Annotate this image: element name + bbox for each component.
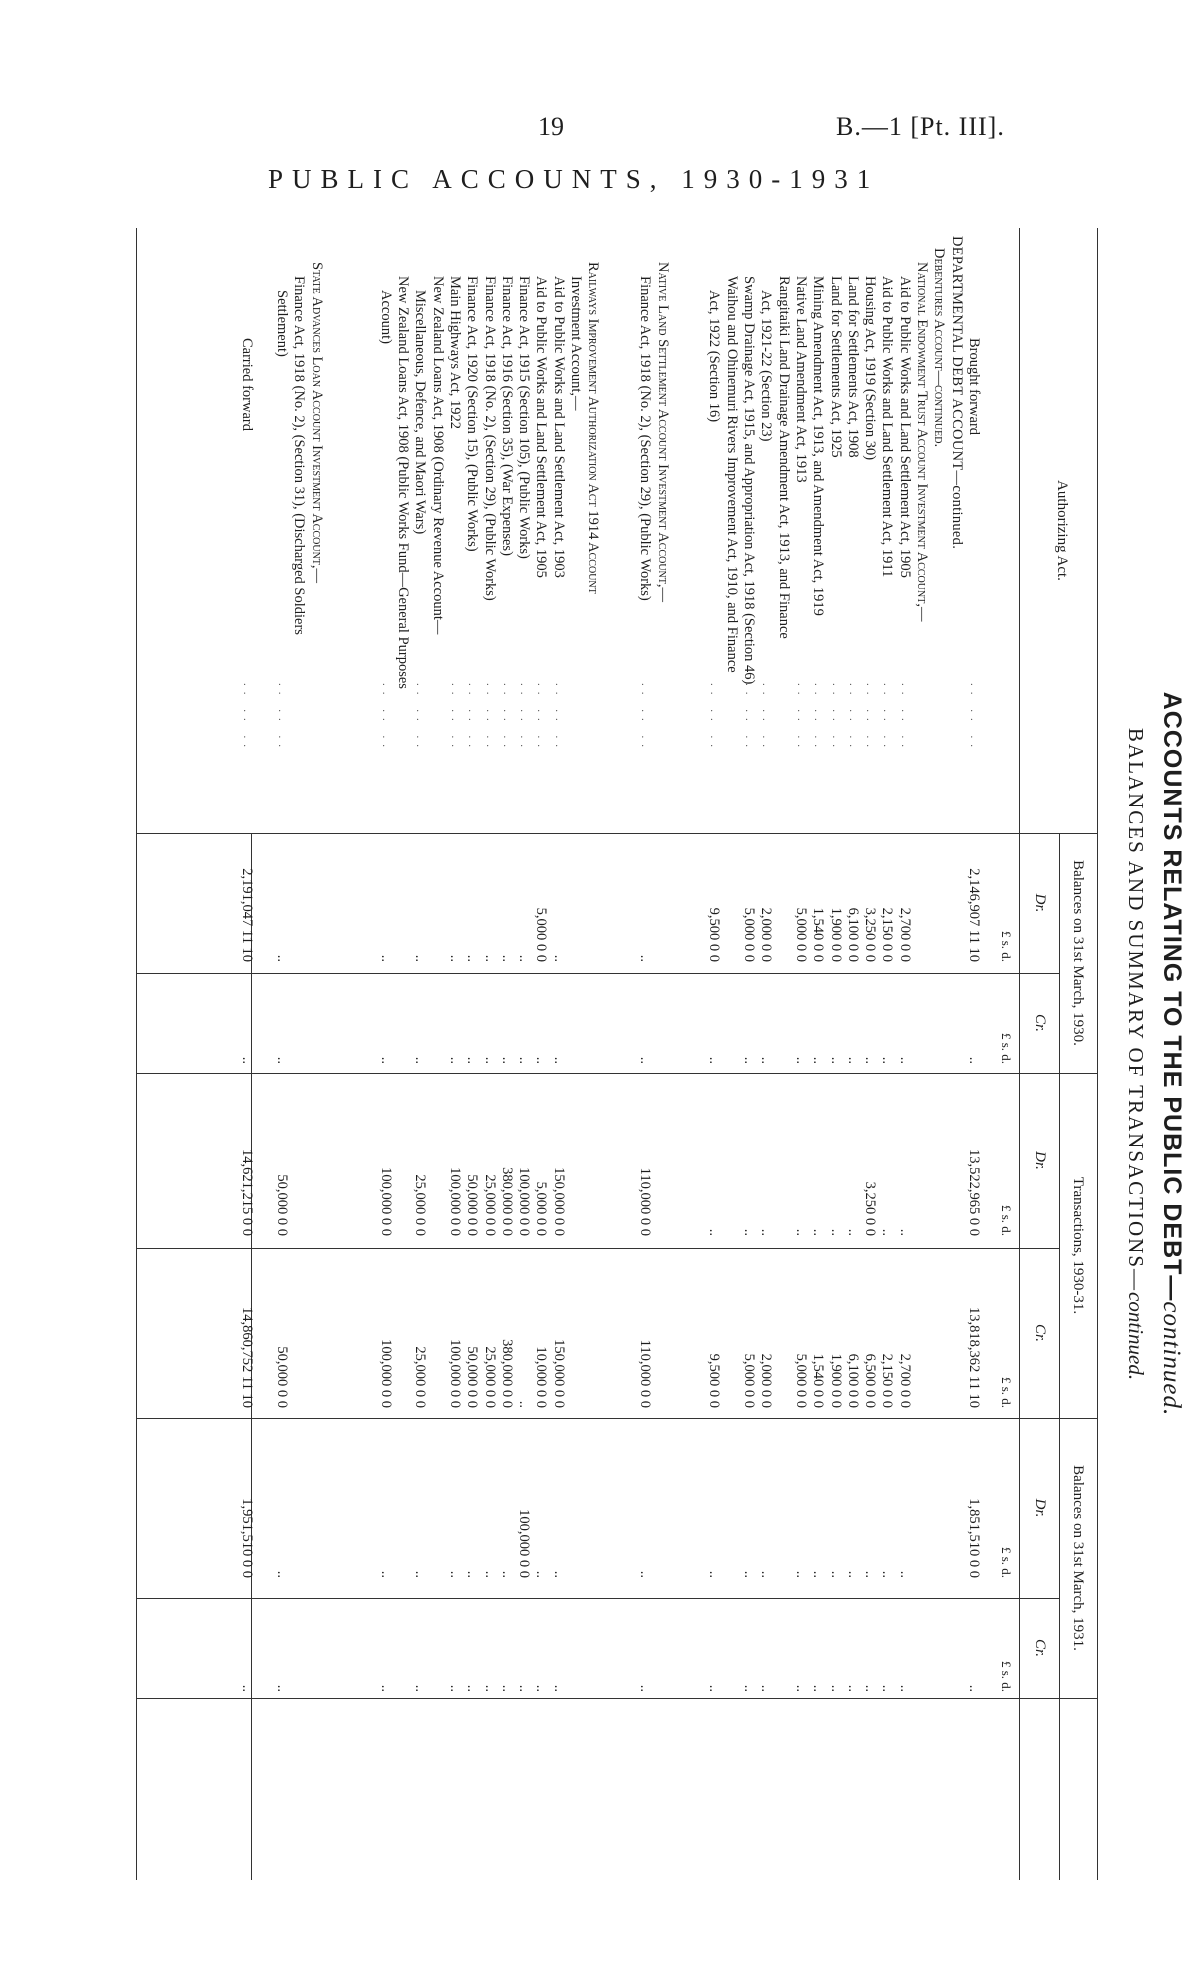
cell-cr3: .. <box>741 1684 758 1692</box>
cell-dr3: .. <box>533 1570 550 1578</box>
cell-dr1: .. <box>274 954 290 962</box>
cell-cr2: 6,100 0 0 <box>844 1353 861 1408</box>
table-row <box>498 228 515 1880</box>
table-row <box>394 228 411 1880</box>
col-authorizing-act: Authorizing Act. <box>1054 480 1070 581</box>
row-label: DEPARTMENTAL DEBT ACCOUNT—continued. <box>948 236 965 550</box>
row-label: Aid to Public Works and Land Settlement Act, 1905 <box>896 276 913 578</box>
table-row <box>290 228 307 1880</box>
leader-dots: .. .. .. <box>449 683 461 753</box>
cell-dr1: 2,000 0 0 <box>758 907 775 962</box>
cell-dr2: 3,250 0 0 <box>862 1181 879 1236</box>
cell-dr3: .. <box>481 1570 498 1578</box>
cell-dr2: .. <box>827 1228 844 1236</box>
row-label: Native Land Settlement Account Investment Account,— <box>654 262 671 603</box>
cell-cr3: .. <box>896 1684 913 1692</box>
cell-dr3: .. <box>862 1570 879 1578</box>
cell-cr1: .. <box>412 1056 429 1064</box>
leader-dots: .. .. .. <box>829 683 842 753</box>
table-row <box>965 228 982 1880</box>
cell-dr3: .. <box>758 1570 775 1578</box>
table-row <box>792 228 809 1880</box>
row-label: New Zealand Loans Act, 1908 (Ordinary Revenue Account— <box>429 276 446 635</box>
leader-dots: .. .. .. <box>881 683 894 753</box>
table-row <box>879 228 896 1880</box>
cell-dr3: .. <box>637 1570 654 1578</box>
cell-cr3: .. <box>481 1684 498 1692</box>
cell-cr1: .. <box>464 1056 481 1064</box>
leader-dots: .. .. .. <box>968 683 980 753</box>
cell-cr1: .. <box>274 1056 290 1064</box>
cell-dr3: .. <box>274 1570 290 1578</box>
cell-dr2: .. <box>741 1228 758 1236</box>
leader-dots: .. .. .. <box>760 683 773 753</box>
rule-header-bottom <box>1019 228 1020 1880</box>
units-dr-1930: £ s. d. <box>999 930 1014 962</box>
cell-dr3: .. <box>377 1570 394 1578</box>
cell-cr2: 13,818,362 11 10 <box>966 1307 982 1408</box>
cell-dr2: .. <box>706 1228 723 1236</box>
cell-dr3: 1,851,510 0 0 <box>966 1498 982 1578</box>
row-label: New Zealand Loans Act, 1908 (Public Works Fund—General Purposes <box>395 276 412 689</box>
leader-dots: .. .. .. <box>898 683 911 753</box>
cell-dr3: .. <box>706 1570 723 1578</box>
cell-cr3: .. <box>862 1684 879 1692</box>
leader-dots: .. .. .. <box>535 683 548 753</box>
cell-dr3: .. <box>447 1570 463 1578</box>
table-row <box>342 228 359 1880</box>
leader-dots: .. .. .. <box>466 683 479 753</box>
cell-cr1: .. <box>533 1056 550 1064</box>
cell-cr2: 110,000 0 0 <box>637 1339 654 1408</box>
cell-dr2: 150,000 0 0 <box>550 1167 567 1236</box>
col-dr-1930: Dr. <box>1032 893 1048 913</box>
cell-dr3: .. <box>793 1570 809 1578</box>
cell-cr2: 25,000 0 0 <box>412 1346 429 1408</box>
table-row <box>723 228 740 1880</box>
cell-dr3: .. <box>844 1570 861 1578</box>
cell-dr1: .. <box>516 954 533 962</box>
leader-dots: .. .. .. <box>846 683 859 753</box>
col-cr-trans: Cr. <box>1032 1324 1048 1342</box>
rule-top <box>1097 228 1098 1880</box>
rule-group <box>1059 833 1060 1880</box>
leader-dots: .. .. .. <box>795 683 807 753</box>
row-label: Settlement) <box>274 290 290 357</box>
table-row <box>636 228 653 1880</box>
table-row <box>584 228 601 1880</box>
cell-dr1: 9,500 0 0 <box>706 907 723 962</box>
cell-dr1: .. <box>637 954 654 962</box>
cell-cr2: .. <box>516 1400 533 1408</box>
table-row <box>757 228 774 1880</box>
row-label: Finance Act, 1918 (No. 2), (Section 29), (Public Works) <box>637 276 654 601</box>
cell-dr1: .. <box>412 954 429 962</box>
table-row <box>429 228 446 1880</box>
table-row <box>948 228 965 1880</box>
row-label: Act, 1921-22 (Section 23) <box>758 290 775 442</box>
cell-dr2: 25,000 0 0 <box>481 1174 498 1236</box>
cell-cr2: 2,150 0 0 <box>879 1353 896 1408</box>
sub-title-continued: continued. <box>1124 1292 1148 1381</box>
main-title-text: ACCOUNTS RELATING TO THE PUBLIC DEBT— <box>1158 691 1186 1302</box>
leader-dots: .. .. .. <box>483 683 496 753</box>
cell-dr1: 3,250 0 0 <box>862 907 879 962</box>
cell-cr3: .. <box>516 1684 533 1692</box>
cell-dr2: .. <box>810 1228 827 1236</box>
cell-dr3: 100,000 0 0 <box>516 1509 533 1578</box>
table-row <box>775 228 792 1880</box>
ledger-table <box>136 228 1098 1880</box>
col-dr-1931: Dr. <box>1032 1498 1048 1518</box>
cell-dr2: .. <box>758 1228 775 1236</box>
leader-dots: .. .. .. <box>241 683 254 753</box>
cell-cr2: 6,500 0 0 <box>862 1353 879 1408</box>
cell-dr2: 380,000 0 0 <box>498 1167 515 1236</box>
cell-cr1: .. <box>966 1056 982 1064</box>
table-row <box>533 228 550 1880</box>
row-label: Investment Account,— <box>568 276 585 411</box>
cell-cr3: .. <box>464 1684 481 1692</box>
cell-cr1: .. <box>706 1056 723 1064</box>
col-dr-trans: Dr. <box>1032 1151 1048 1170</box>
row-label: State Advances Loan Account Investment Account,— <box>308 262 325 584</box>
cell-cr2: 2,700 0 0 <box>896 1353 913 1408</box>
units-dr-1931: £ s. d. <box>999 1546 1014 1578</box>
cell-cr3: .. <box>637 1684 654 1692</box>
cell-dr3: .. <box>879 1570 896 1578</box>
cell-cr3: .. <box>844 1684 861 1692</box>
cell-dr2: 100,000 0 0 <box>377 1167 394 1236</box>
table-row <box>930 228 947 1880</box>
row-label: Account) <box>377 290 394 344</box>
table-row <box>740 228 757 1880</box>
row-label: Finance Act, 1918 (No. 2), (Section 29), (Public Works) <box>481 276 498 601</box>
cell-dr1: .. <box>498 954 515 962</box>
cell-cr3: .. <box>758 1684 775 1692</box>
cell-cr2: 100,000 0 0 <box>377 1339 394 1408</box>
cell-dr1: .. <box>447 954 463 962</box>
table-row <box>809 228 826 1880</box>
document-reference: B.—1 [Pt. III]. <box>836 112 1005 141</box>
row-label: Finance Act, 1918 (No. 2), (Section 31), (Discharged Soldiers <box>291 276 308 635</box>
cell-dr1: .. <box>464 954 481 962</box>
cell-cr3: .. <box>827 1684 844 1692</box>
row-label: Finance Act, 1920 (Section 15), (Public Works) <box>464 276 481 552</box>
table-row <box>619 228 636 1880</box>
table-row <box>654 228 671 1880</box>
cell-dr2: 13,522,965 0 0 <box>966 1149 982 1236</box>
row-label: Waihou and Ohinemuri Rivers Improvement Act, 1910, and Finance <box>723 276 740 673</box>
cell-cr1: .. <box>516 1056 533 1064</box>
table-row <box>360 228 377 1880</box>
cell-cr3: .. <box>706 1684 723 1692</box>
row-label: Mining Amendment Act, 1913, and Amendment Act, 1919 <box>810 276 827 616</box>
row-label: Main Highways Act, 1922 <box>447 276 463 430</box>
cell-dr2: 14,621,215 0 0 <box>239 1149 256 1236</box>
cell-cr1: .. <box>741 1056 758 1064</box>
cell-cr2: 1,900 0 0 <box>827 1353 844 1408</box>
table-row <box>706 228 723 1880</box>
cell-cr1: .. <box>481 1056 498 1064</box>
cell-dr3: .. <box>741 1570 758 1578</box>
cell-dr2: 5,000 0 0 <box>533 1181 550 1236</box>
row-label: Finance Act, 1915 (Section 105), (Public Works) <box>516 276 533 559</box>
cell-dr2: .. <box>879 1228 896 1236</box>
cell-cr3: .. <box>412 1684 429 1692</box>
table-row <box>256 228 273 1880</box>
table-row <box>308 228 325 1880</box>
cell-dr1: 1,540 0 0 <box>810 907 827 962</box>
leader-dots: .. .. .. <box>639 683 652 753</box>
col-cr-1930: Cr. <box>1032 1014 1048 1032</box>
leader-dots: .. .. .. <box>414 683 427 753</box>
row-label: Land for Settlements Act, 1925 <box>827 276 844 458</box>
cell-cr1: .. <box>879 1056 896 1064</box>
rule-bottom <box>136 228 137 1880</box>
cell-cr2: 14,860,752 11 10 <box>239 1307 256 1408</box>
cell-dr3: .. <box>810 1570 827 1578</box>
cell-cr2: 50,000 0 0 <box>274 1346 290 1408</box>
cell-cr2: 5,000 0 0 <box>741 1353 758 1408</box>
units-cr-1931: £ s. d. <box>999 1660 1014 1692</box>
cell-cr1: .. <box>239 1056 256 1064</box>
cell-cr2: 380,000 0 0 <box>498 1339 515 1408</box>
units-dr-trans: £ s. d. <box>999 1204 1014 1236</box>
table-row <box>550 228 567 1880</box>
leader-dots: .. .. .. <box>708 683 721 753</box>
cell-cr2: 9,500 0 0 <box>706 1353 723 1408</box>
cell-dr1: 2,150 0 0 <box>879 907 896 962</box>
cell-cr2: 10,000 0 0 <box>533 1346 550 1408</box>
cell-cr3: .. <box>533 1684 550 1692</box>
cell-cr1: .. <box>844 1056 861 1064</box>
cell-cr2: 100,000 0 0 <box>447 1339 463 1408</box>
cell-dr3: .. <box>498 1570 515 1578</box>
cell-dr3: .. <box>896 1570 913 1578</box>
cell-dr2: 25,000 0 0 <box>412 1174 429 1236</box>
col-balances-1931: Balances on 31st March, 1931. <box>1070 1465 1086 1651</box>
cell-cr1: .. <box>637 1056 654 1064</box>
public-accounts-heading: PUBLIC ACCOUNTS, 1930-1931 <box>268 164 880 194</box>
units-cr-1930: £ s. d. <box>999 1032 1014 1064</box>
row-label: Debentures Account—continued. <box>931 248 948 448</box>
cell-cr1: .. <box>896 1056 913 1064</box>
cell-cr2: 1,540 0 0 <box>810 1353 827 1408</box>
leader-dots: .. .. .. <box>276 683 288 753</box>
col-transactions: Transactions, 1930-31. <box>1070 1176 1086 1315</box>
cell-cr1: .. <box>862 1056 879 1064</box>
cell-dr2: .. <box>793 1228 809 1236</box>
units-cr-trans: £ s. d. <box>999 1376 1014 1408</box>
cell-dr1: 5,000 0 0 <box>793 907 809 962</box>
table-row <box>688 228 705 1880</box>
table-row <box>481 228 498 1880</box>
cell-dr3: .. <box>827 1570 844 1578</box>
cell-cr2: 50,000 0 0 <box>464 1346 481 1408</box>
row-label: Brought forward <box>966 338 982 436</box>
main-title <box>1157 228 1186 1880</box>
row-label: Rangitaiki Land Drainage Amendment Act, 1913, and Finance <box>775 276 792 639</box>
cell-dr3: .. <box>550 1570 567 1578</box>
table-row <box>671 228 688 1880</box>
row-label: Miscellaneous, Defence, and Maori Wars) <box>412 290 429 535</box>
leader-dots: .. .. .. <box>379 683 392 753</box>
leader-dots: .. .. .. <box>743 683 756 753</box>
table-row <box>567 228 584 1880</box>
row-label: Carried forward <box>239 338 256 431</box>
cell-cr3: .. <box>447 1684 463 1692</box>
table-row <box>515 228 532 1880</box>
leader-dots: .. .. .. <box>552 683 565 753</box>
cell-dr2: 100,000 0 0 <box>516 1167 533 1236</box>
cell-dr2: 100,000 0 0 <box>447 1167 463 1236</box>
cell-cr3: .. <box>550 1684 567 1692</box>
sub-title-text: BALANCES AND SUMMARY OF TRANSACTIONS— <box>1124 727 1148 1293</box>
cell-cr1: .. <box>498 1056 515 1064</box>
cell-cr3: .. <box>239 1684 256 1692</box>
cell-cr1: .. <box>758 1056 775 1064</box>
table-row <box>913 228 930 1880</box>
cell-dr3: .. <box>412 1570 429 1578</box>
table-row <box>325 228 342 1880</box>
row-label: Act, 1922 (Section 16) <box>706 290 723 423</box>
cell-dr1: 1,900 0 0 <box>827 907 844 962</box>
cell-dr1: .. <box>550 954 567 962</box>
cell-cr3: .. <box>274 1684 290 1692</box>
leader-dots: .. .. .. <box>864 683 877 753</box>
row-label: Railways Improvement Authorization Act 1914 Account <box>585 262 602 594</box>
cell-cr1: .. <box>550 1056 567 1064</box>
leader-dots: .. .. .. <box>500 683 513 753</box>
cell-dr2: 50,000 0 0 <box>274 1174 290 1236</box>
cell-dr1: 2,191,047 11 10 <box>239 868 256 962</box>
cell-dr2: 50,000 0 0 <box>464 1174 481 1236</box>
table-row <box>896 228 913 1880</box>
cell-cr1: .. <box>810 1056 827 1064</box>
rotated-table-region <box>136 228 1186 1880</box>
table-row <box>411 228 428 1880</box>
cell-dr3: .. <box>464 1570 481 1578</box>
table-row <box>602 228 619 1880</box>
row-label: Aid to Public Works and Land Settlement Act, 1903 <box>550 276 567 578</box>
cell-dr3: 1,951,510 0 0 <box>239 1498 256 1578</box>
sub-title <box>1123 228 1148 1880</box>
table-row <box>827 228 844 1880</box>
row-label: Aid to Public Works and Land Settlement Act, 1905 <box>533 276 550 578</box>
row-label: Native Land Amendment Act, 1913 <box>793 276 809 483</box>
table-row <box>273 228 290 1880</box>
cell-cr3: .. <box>810 1684 827 1692</box>
cell-dr1: 2,700 0 0 <box>896 907 913 962</box>
table-row <box>463 228 480 1880</box>
cell-cr2: 150,000 0 0 <box>550 1339 567 1408</box>
cell-cr3: .. <box>377 1684 394 1692</box>
cell-dr2: 110,000 0 0 <box>637 1167 654 1236</box>
row-label: Aid to Public Works and Land Settlement Act, 1911 <box>879 276 896 578</box>
leader-dots: .. .. .. <box>518 683 531 753</box>
cell-dr2: .. <box>896 1228 913 1236</box>
cell-cr2: 2,000 0 0 <box>758 1353 775 1408</box>
table-row <box>844 228 861 1880</box>
cell-cr3: .. <box>966 1684 982 1692</box>
col-balances-1930: Balances on 31st March, 1930. <box>1070 860 1086 1046</box>
row-label: Finance Act, 1916 (Section 35), (War Expenses) <box>498 276 515 556</box>
cell-cr1: .. <box>377 1056 394 1064</box>
cell-cr2: 25,000 0 0 <box>481 1346 498 1408</box>
cell-cr2: 5,000 0 0 <box>793 1353 809 1408</box>
row-label: Swamp Drainage Act, 1915, and Appropriation Act, 1918 (Section 46) <box>741 276 758 685</box>
row-label: National Endowment Trust Account Investment Account,— <box>914 262 931 622</box>
table-row <box>238 228 255 1880</box>
cell-dr1: 5,000 0 0 <box>741 907 758 962</box>
table-row <box>446 228 463 1880</box>
cell-cr1: .. <box>827 1056 844 1064</box>
main-title-continued: continued. <box>1158 1301 1185 1417</box>
table-row <box>861 228 878 1880</box>
cell-cr1: .. <box>793 1056 809 1064</box>
cell-dr1: .. <box>377 954 394 962</box>
cell-dr1: .. <box>481 954 498 962</box>
cell-cr3: .. <box>498 1684 515 1692</box>
row-label: Land for Settlements Act, 1908 <box>844 276 861 458</box>
cell-dr1: 2,146,907 11 10 <box>966 868 982 962</box>
cell-dr2: .. <box>844 1228 861 1236</box>
cell-dr1: 6,100 0 0 <box>844 907 861 962</box>
row-label: Housing Act, 1919 (Section 30) <box>862 276 879 461</box>
col-cr-1931: Cr. <box>1032 1639 1048 1657</box>
table-row <box>377 228 394 1880</box>
cell-cr1: .. <box>447 1056 463 1064</box>
cell-dr1: 5,000 0 0 <box>533 907 550 962</box>
cell-cr3: .. <box>793 1684 809 1692</box>
leader-dots: .. .. .. <box>812 683 825 753</box>
cell-cr3: .. <box>879 1684 896 1692</box>
page-number: 19 <box>538 112 564 141</box>
